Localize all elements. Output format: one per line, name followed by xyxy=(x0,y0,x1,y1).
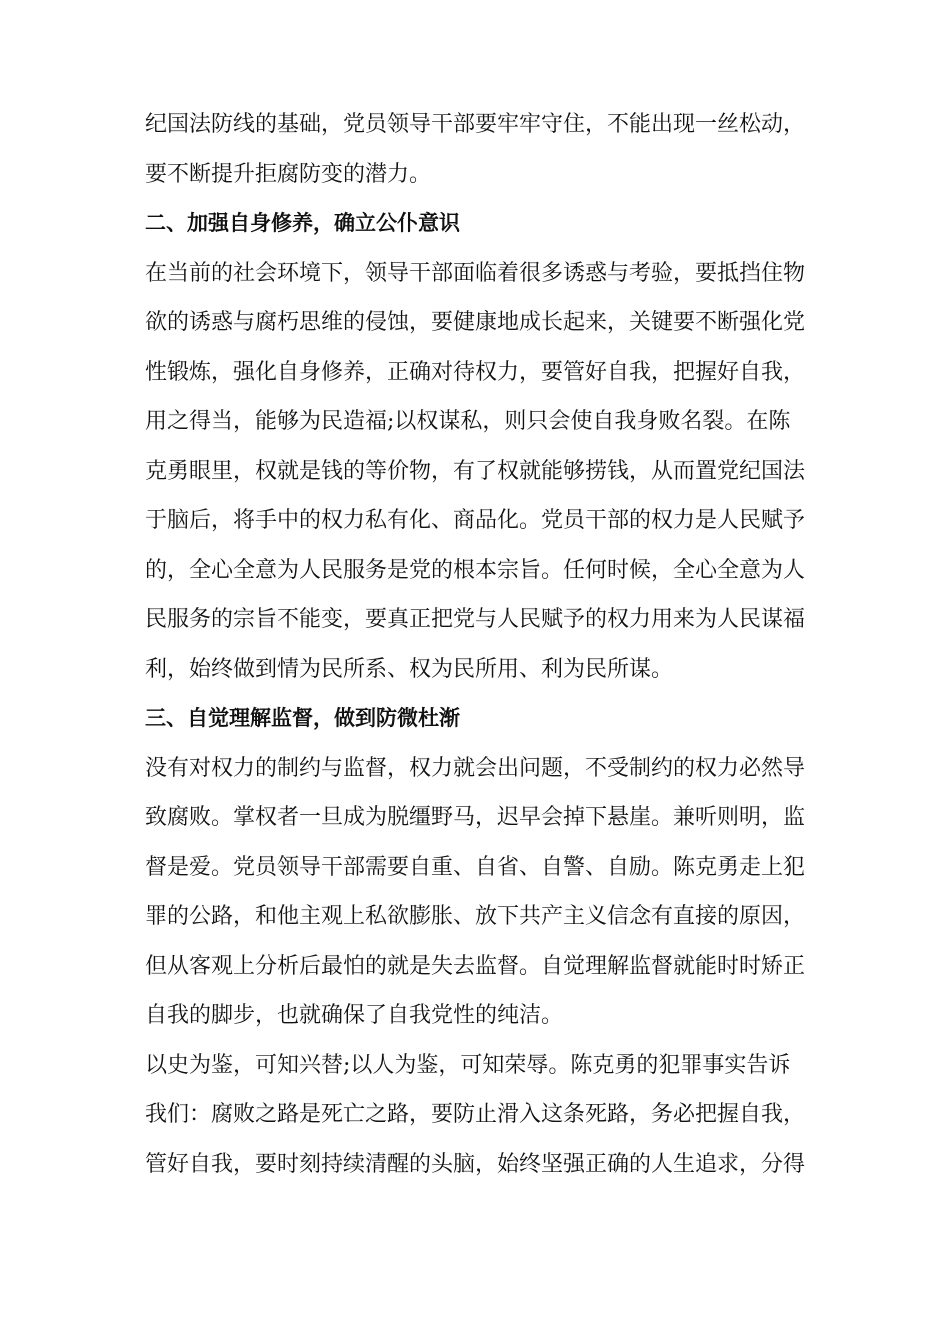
text-line: 于脑后，将手中的权力私有化、商品化。党员干部的权力是人民赋予 xyxy=(145,508,806,533)
text-line: 要不断提升拒腐防变的潜力。 xyxy=(145,161,432,187)
section-heading-3: 三、自觉理解监督，做到防微杜渐 xyxy=(145,706,460,730)
text-line: 欲的诱惑与腐朽思维的侵蚀，要健康地成长起来，关键要不断强化党 xyxy=(145,310,806,335)
text-line: 以史为鉴，可知兴替;以人为鉴，可知荣辱。陈克勇的犯罪事实告诉 xyxy=(145,1052,791,1078)
text-line: 自我的脚步，也就确保了自我党性的纯洁。 xyxy=(145,1003,564,1028)
document-body xyxy=(145,100,825,1189)
text-line: 管好自我，要时刻持续清醒的头脑，始终坚强正确的人生追求，分得 xyxy=(145,1151,806,1177)
text-line: 克勇眼里，权就是钱的等价物，有了权就能够捞钱，从而置党纪国法 xyxy=(145,458,806,484)
text-line: 利，始终做到情为民所系、权为民所用、利为民所谋。 xyxy=(145,656,674,682)
section-heading-2: 二、加强自身修养，确立公仆意识 xyxy=(145,211,460,235)
text-line: 督是爱。党员领导干部需要自重、自省、自警、自励。陈克勇走上犯 xyxy=(145,854,806,880)
text-line: 的，全心全意为人民服务是党的根本宗旨。任何时候，全心全意为人 xyxy=(145,557,806,583)
paragraph-conclusion xyxy=(145,1041,825,1190)
text-line: 但从客观上分析后最怕的就是失去监督。自觉理解监督就能时时矫正 xyxy=(145,953,806,979)
text-line: 在当前的社会环境下，领导干部面临着很多诱惑与考验，要抵挡住物 xyxy=(145,260,806,286)
text-line: 纪国法防线的基础，党员领导干部要牢牢守住，不能出现一丝松动， xyxy=(145,112,806,137)
text-line: 用之得当，能够为民造福;以权谋私，则只会使自我身败名裂。在陈 xyxy=(145,409,791,434)
paragraph-section-2 xyxy=(145,249,825,695)
text-line: 民服务的宗旨不能变，要真正把党与人民赋予的权力用来为人民谋福 xyxy=(145,607,806,632)
text-line: 罪的公路，和他主观上私欲膨胀、放下共产主义信念有直接的原因， xyxy=(145,904,806,929)
text-line: 我们：腐败之路是死亡之路，要防止滑入这条死路，务必把握自我， xyxy=(145,1102,806,1127)
paragraph-continuation xyxy=(145,100,825,199)
text-line: 致腐败。掌权者一旦成为脱缰野马，迟早会掉下悬崖。兼听则明，监 xyxy=(145,805,806,830)
paragraph-section-3 xyxy=(145,744,825,1041)
text-line: 性锻炼，强化自身修养，正确对待权力，要管好自我，把握好自我， xyxy=(145,359,806,385)
text-line: 没有对权力的制约与监督，权力就会出问题，不受制约的权力必然导 xyxy=(145,755,806,781)
